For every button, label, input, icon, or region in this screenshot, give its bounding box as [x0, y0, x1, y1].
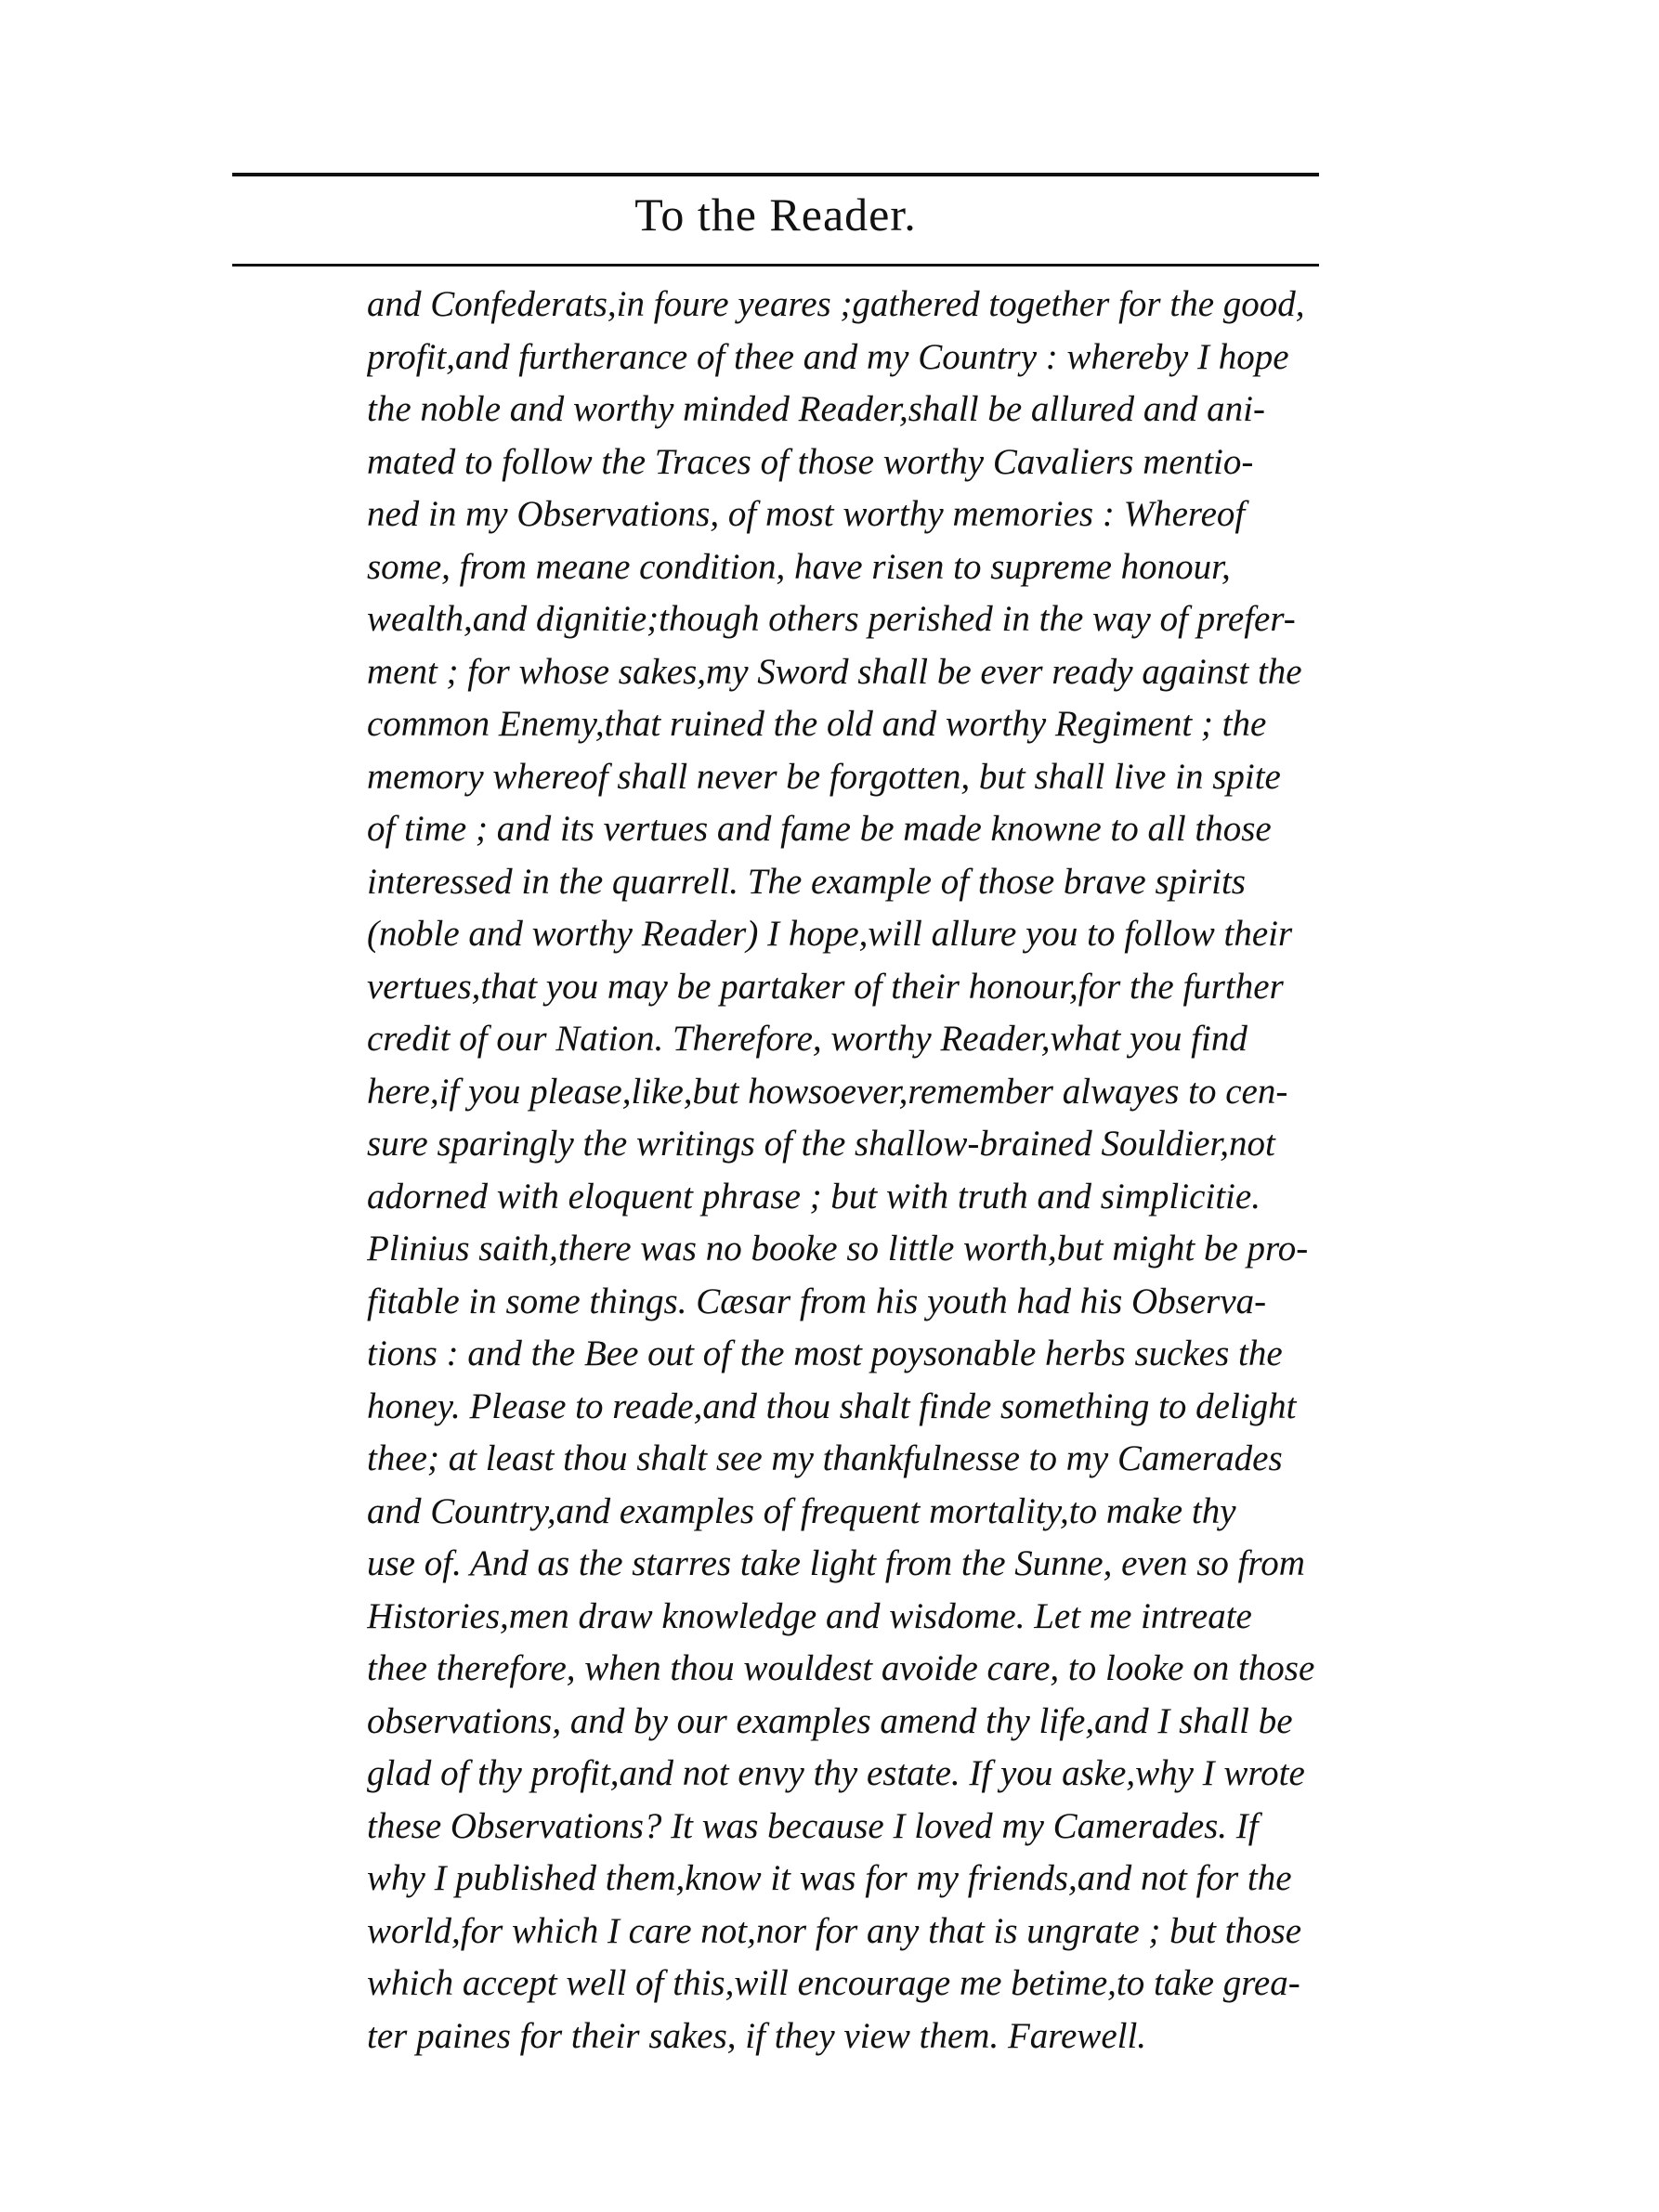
header-bottom-rule — [232, 264, 1319, 267]
text-line: mated to follow the Traces of those worthy Cavaliers mentio- — [367, 441, 1254, 482]
text-line: fitable in some things. Cæsar from his youth had his Observa- — [367, 1281, 1267, 1321]
text-line: interessed in the quarrell. The example of those brave spirits — [367, 861, 1246, 902]
text-line: here,if you please,like,but howsoever,remember alwayes to cen- — [367, 1071, 1288, 1112]
header-top-rule — [232, 173, 1319, 176]
text-line: profit,and furtherance of thee and my Country : whereby I hope — [367, 336, 1289, 377]
text-line: ter paines for their sakes, if they view them. Farewell. — [367, 2015, 1147, 2056]
text-line: observations, and by our examples amend thy life,and I shall be — [367, 1700, 1293, 1741]
text-line: Histories,men draw knowledge and wisdome. Let me intreate — [367, 1595, 1252, 1636]
text-line: and Country,and examples of frequent mortality,to make thy — [367, 1490, 1236, 1531]
text-line: some, from meane condition, have risen to supreme honour, — [367, 546, 1231, 587]
text-line: tions : and the Bee out of the most poysonable herbs suckes the — [367, 1334, 1283, 1373]
text-line: glad of thy profit,and not envy thy estate. If you aske,why I wrote — [367, 1753, 1305, 1793]
text-line: vertues,that you may be partaker of their honour,for the further — [367, 966, 1284, 1007]
text-line: of time ; and its vertues and fame be made knowne to all those — [367, 809, 1272, 849]
text-line: ment ; for whose sakes,my Sword shall be ever ready against the — [367, 651, 1302, 692]
text-line: why I published them,know it was for my friends,and not for the — [367, 1858, 1292, 1898]
text-line: adorned with eloquent phrase ; but with truth and simplicitie. — [367, 1176, 1261, 1217]
body-text — [367, 279, 1398, 2062]
text-line: honey. Please to reade,and thou shalt finde something to delight — [367, 1386, 1297, 1426]
text-line: thee therefore, when thou wouldest avoide care, to looke on those — [367, 1648, 1315, 1688]
page-heading: To the Reader. — [634, 189, 917, 241]
text-line: which accept well of this,will encourage me betime,to take grea- — [367, 1963, 1300, 2003]
text-line: common Enemy,that ruined the old and worthy Regiment ; the — [367, 704, 1267, 744]
text-line: these Observations? It was because I loved my Camerades. If — [367, 1805, 1259, 1846]
text-line: and Confederats,in foure yeares ;gathered together for the good, — [367, 284, 1305, 324]
text-line: the noble and worthy minded Reader,shall be allured and ani- — [367, 389, 1265, 429]
text-line: Plinius saith,there was no booke so little worth,but might be pro- — [367, 1229, 1309, 1269]
text-line: sure sparingly the writings of the shallow-brained Souldier,not — [367, 1124, 1275, 1164]
text-line: credit of our Nation. Therefore, worthy Reader,what you find — [367, 1019, 1248, 1059]
text-line: wealth,and dignitie;though others perished in the way of prefer- — [367, 599, 1296, 639]
text-line: ned in my Observations, of most worthy memories : Whereof — [367, 494, 1246, 534]
text-line: thee; at least thou shalt see my thankfulnesse to my Camerades — [367, 1438, 1283, 1478]
text-line: world,for which I care not,nor for any that is ungrate ; but those — [367, 1910, 1302, 1951]
text-line: memory whereof shall never be forgotten, but shall live in spite — [367, 756, 1281, 797]
text-line: (noble and worthy Reader) I hope,will allure you to follow their — [367, 914, 1293, 954]
text-line: use of. And as the starres take light from the Sunne, even so from — [367, 1543, 1305, 1583]
